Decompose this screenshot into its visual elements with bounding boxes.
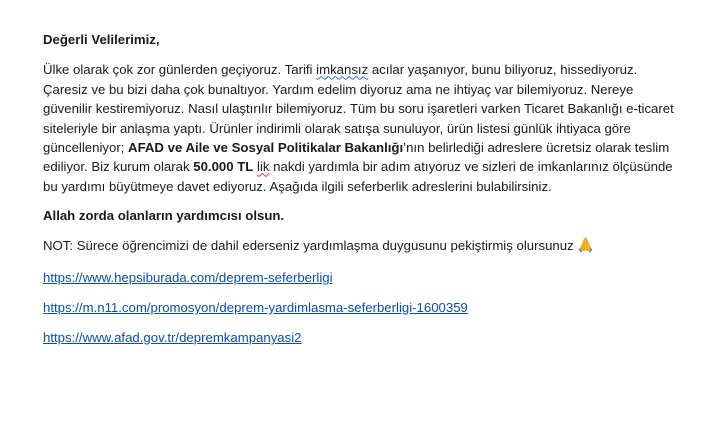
link-n11[interactable]: https://m.n11.com/promosyon/deprem-yardimlasma-seferberligi-1600359: [43, 300, 468, 316]
bold-institutions: AFAD ve Aile ve Sosyal Politikalar Bakanlığı: [128, 140, 404, 156]
body-text-2: acılar yaşanıyor, bunu biliyoruz, hissediyoruz. Çaresiz ve bu bizi daha çok bunaltıyor. Yardım edelim diyoruz ama ne ihtiyaç var bilemiyoruz. Nereye güvenilir kestiremiyoruz. Nasıl ulaştırılır bilemiyoruz. Tüm bu soru işaretleri varken Ticaret Bakanlığı e-ticaret siteleriyle bir anlaşma yaptı. Ürünler indirimli olarak satışa sunuluyor, ürün listesi günlük ihtiyaca göre güncelleniyor;: [43, 62, 674, 156]
document-body: [43, 30, 683, 358]
salutation: Değerli Velilerimiz,: [43, 32, 160, 47]
flagged-word-lik: lik: [257, 159, 270, 175]
note-line: [43, 236, 683, 258]
flagged-word-imkansiz: imkansız: [316, 62, 369, 78]
body-text-1: Ülke olarak çok zor günlerden geçiyoruz. Tarifi: [43, 62, 317, 78]
closing-line: Allah zorda olanların yardımcısı olsun.: [43, 208, 285, 224]
body-text-5: nakdi yardımla bir adım atıyoruz ve sizleri de imkanlarınız ölçüsünde bu yardımı büyütmeye davet ediyoruz. Aşağıda ilgili seferberlik adreslerini bulabilirsiniz.: [43, 159, 673, 194]
body-paragraph: [43, 60, 683, 196]
bold-amount: 50.000 TL: [193, 159, 254, 175]
note-text: NOT: Sürece öğrencimizi de dahil ederseniz yardımlaşma duygusunu pekiştirmiş olursunuz: [43, 237, 574, 253]
link-afad[interactable]: https://www.afad.gov.tr/depremkampanyasi2: [43, 330, 302, 346]
folded-hands-icon: [577, 236, 594, 258]
body-text-3: ’nın belirlediği adreslere ücretsiz olarak teslim ediliyor. Biz kurum olarak: [43, 140, 670, 175]
link-hepsiburada[interactable]: https://www.hepsiburada.com/deprem-seferberligi: [43, 270, 333, 286]
